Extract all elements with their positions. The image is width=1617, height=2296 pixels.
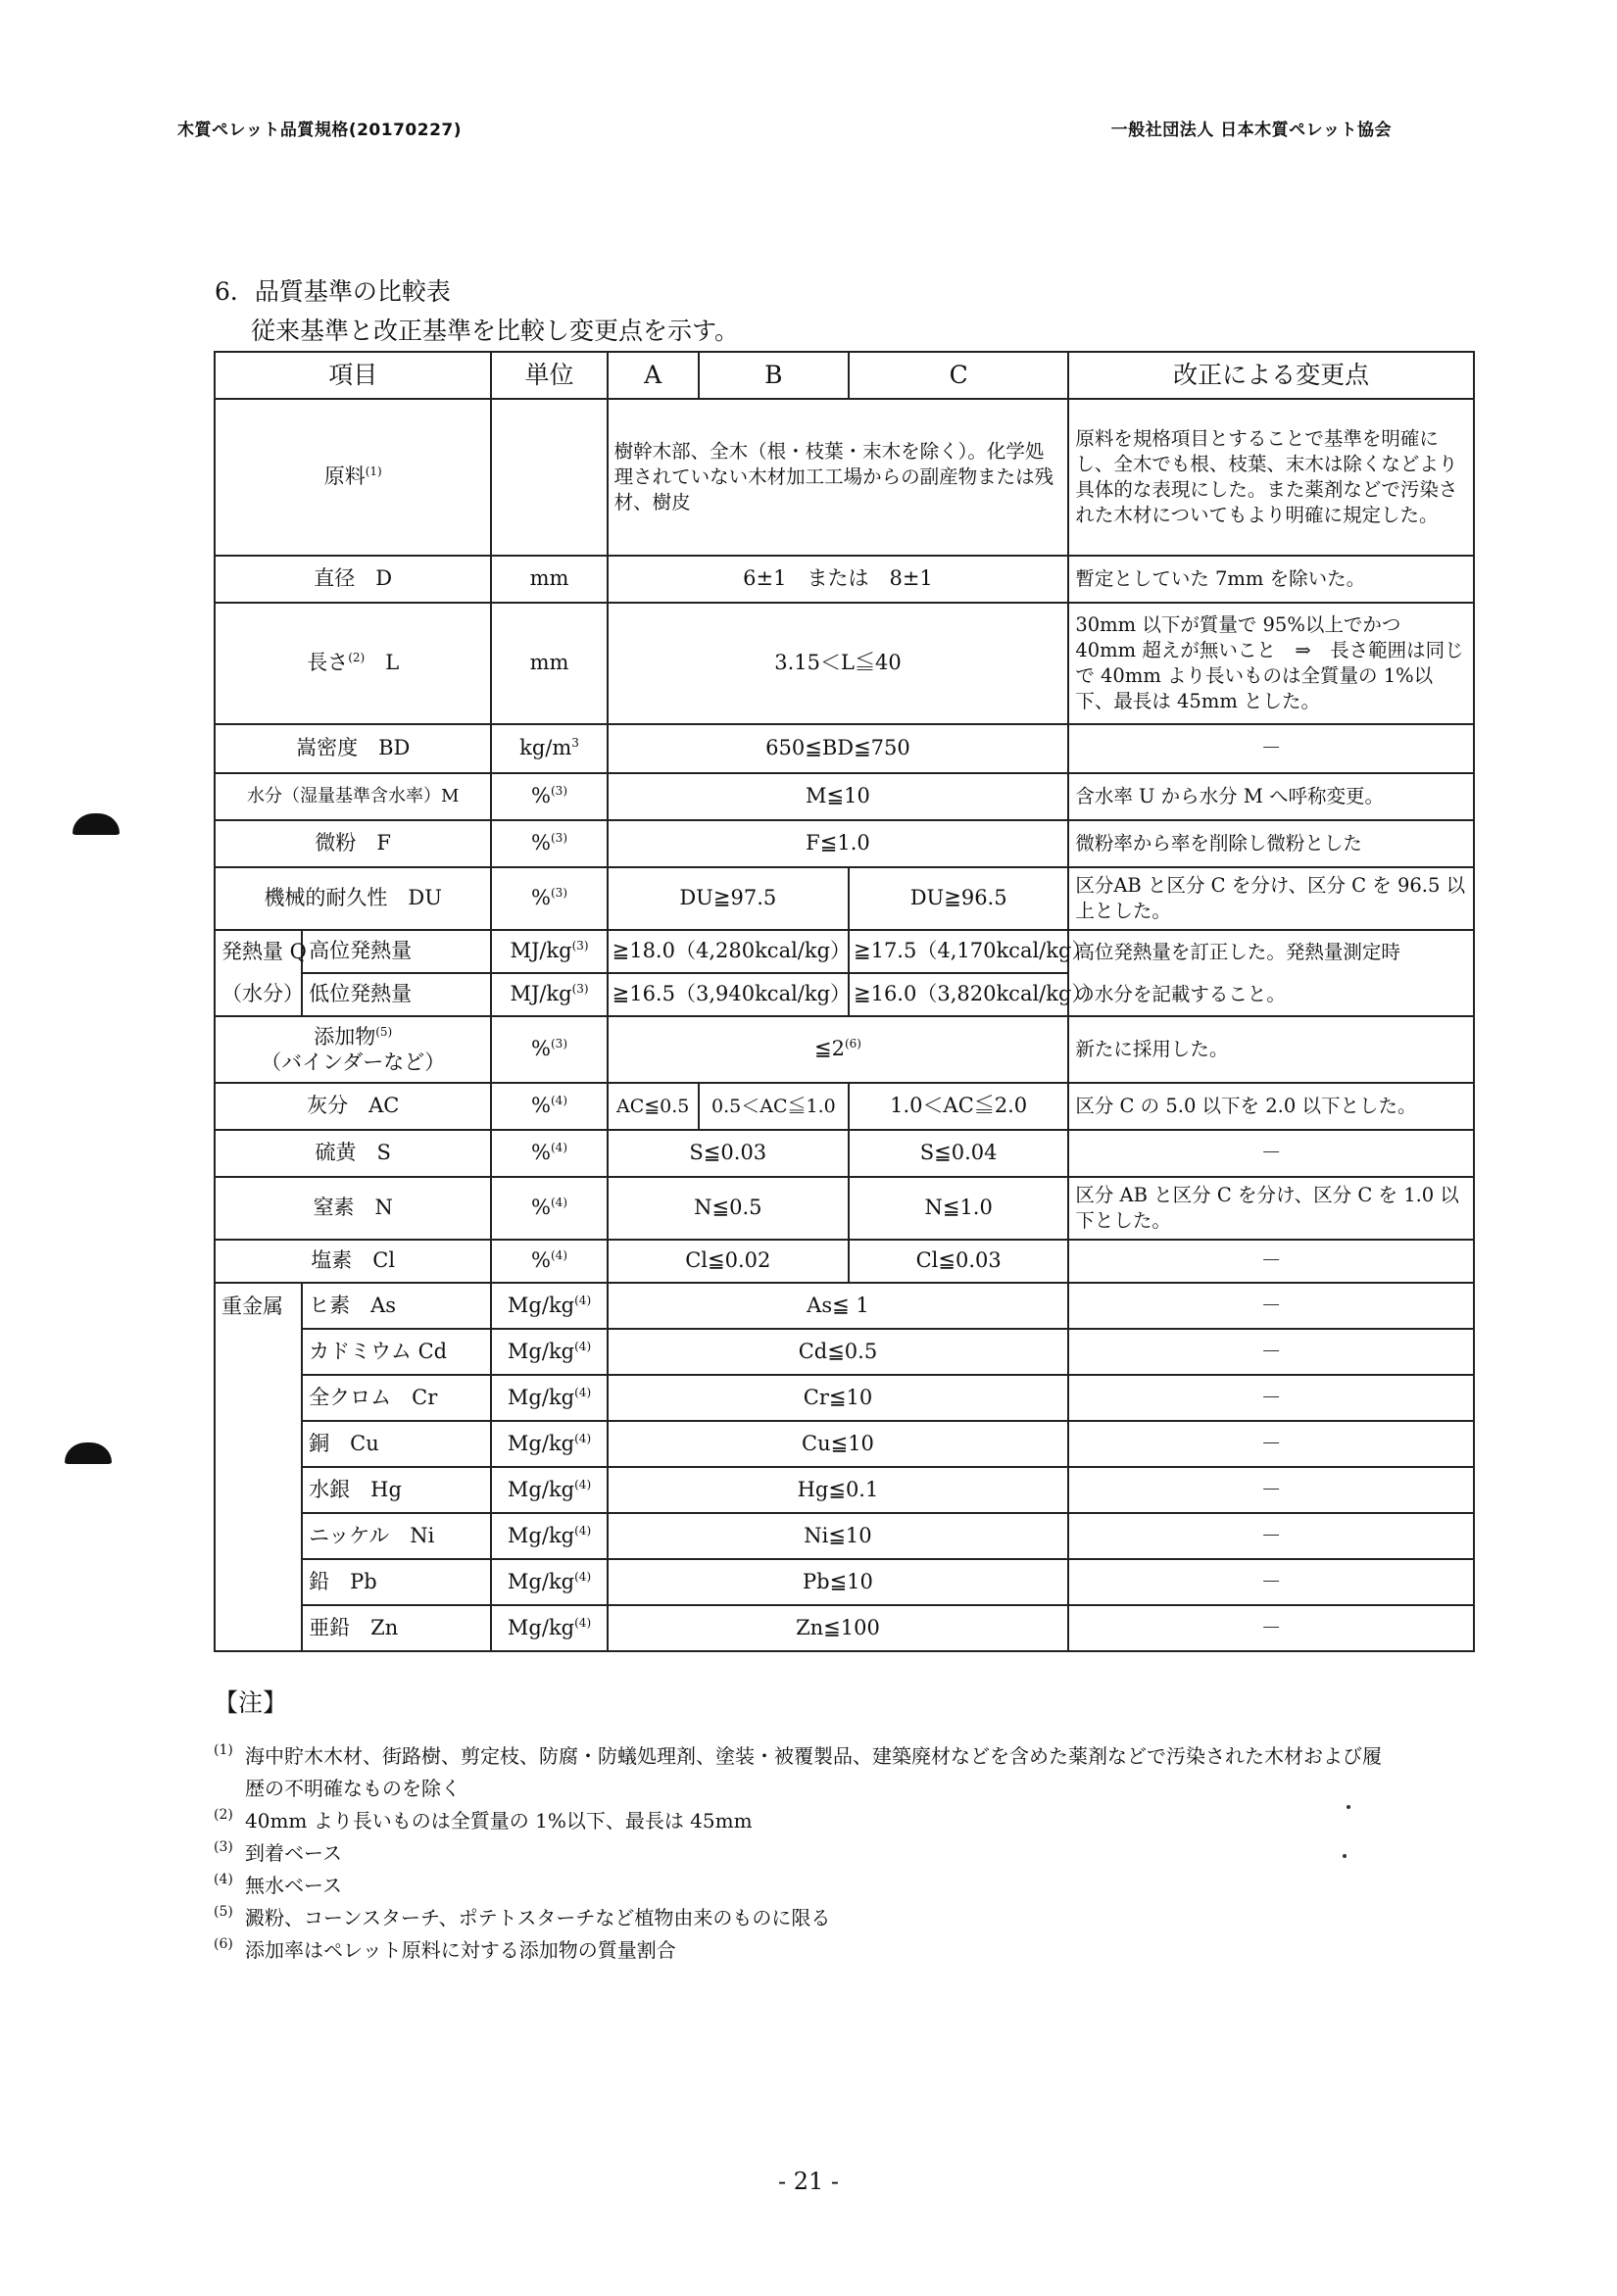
row-value-ash-c: 1.0＜AC≦2.0 xyxy=(849,1083,1068,1130)
row-change-chlorine: － xyxy=(1068,1240,1474,1283)
quality-comparison-table xyxy=(214,351,1475,1652)
row-value-additive: ≦2$^{(6)}$ xyxy=(608,1016,1069,1083)
table-row xyxy=(215,1513,1474,1559)
row-value-metal: As≦ 1 xyxy=(608,1283,1069,1329)
row-unit-durability: %$^{(3)}$ xyxy=(491,867,607,930)
row-value-sulfur-c: S≦0.04 xyxy=(849,1130,1068,1177)
row-value-durability-ab: DU≧97.5 xyxy=(608,867,849,930)
row-item-metal: 亜鉛 Zn xyxy=(302,1605,491,1651)
table-row xyxy=(215,1329,1474,1375)
row-item-sulfur: 硫黄 S xyxy=(215,1130,491,1177)
notes-list xyxy=(214,1740,1390,1967)
row-value-ash-a: AC≦0.5 xyxy=(608,1083,699,1130)
row-value-chlorine-c: Cl≦0.03 xyxy=(849,1240,1068,1283)
row-group-metals: 重金属 xyxy=(215,1283,302,1651)
row-item-length: 長さ$^{(2)}$ L xyxy=(215,603,491,724)
row-change-raw: 原料を規格項目とすることで基準を明確にし、全木でも根、枝葉、末木は除くなどより具体的な表現にした。また薬剤などで汚染された木材についてもより明確に規定した。 xyxy=(1068,399,1474,556)
row-value-metal: Cu≦10 xyxy=(608,1421,1069,1467)
table-row xyxy=(215,1559,1474,1605)
row-value-metal: Hg≦0.1 xyxy=(608,1467,1069,1513)
table-row xyxy=(215,399,1474,556)
row-item-metal: 水銀 Hg xyxy=(302,1467,491,1513)
row-item-fines: 微粉 F xyxy=(215,820,491,867)
row-item-metal: 鉛 Pb xyxy=(302,1559,491,1605)
row-item-metal: 全クロム Cr xyxy=(302,1375,491,1421)
row-change-heat-high: 高位発熱量を訂正した。発熱量測定時 xyxy=(1068,930,1474,973)
row-value-metal: Zn≦100 xyxy=(608,1605,1069,1651)
col-header-item: 項目 xyxy=(215,352,491,399)
note-item: (2) 40mm より長いものは全質量の 1%以下、最長は 45mm xyxy=(214,1807,753,1832)
row-value-fines: F≦1.0 xyxy=(608,820,1069,867)
table-row xyxy=(215,1467,1474,1513)
row-value-metal: Cr≦10 xyxy=(608,1375,1069,1421)
row-unit-additive: %$^{(3)}$ xyxy=(491,1016,607,1083)
col-header-change: 改正による変更点 xyxy=(1068,352,1474,399)
header-right: 一般社団法人 日本木質ペレット協会 xyxy=(1110,121,1392,140)
row-change-fines: 微粉率から率を削除し微粉とした xyxy=(1068,820,1474,867)
row-item-diameter: 直径 D xyxy=(215,556,491,603)
row-item-moisture: 水分（湿量基準含水率）M xyxy=(215,773,491,820)
row-value-bulk: 650≦BD≦750 xyxy=(608,724,1069,773)
table-row xyxy=(215,1177,1474,1240)
note-item: (5) 澱粉、コーンスターチ、ポテトスターチなど植物由来のものに限る xyxy=(214,1904,831,1930)
row-change-metal: － xyxy=(1068,1559,1474,1605)
table-header-row xyxy=(215,352,1474,399)
page-number: - 21 - xyxy=(777,2168,839,2195)
row-change-bulk: － xyxy=(1068,724,1474,773)
table-row xyxy=(215,1240,1474,1283)
row-item-additive: 添加物$^{(5)}$ （バインダーなど） xyxy=(215,1016,491,1083)
row-item-metal: カドミウム Cd xyxy=(302,1329,491,1375)
row-unit-metal: $Mg/kg^{(4)}$ xyxy=(491,1283,607,1329)
table-row xyxy=(215,1421,1474,1467)
row-change-metal: － xyxy=(1068,1467,1474,1513)
row-change-nitrogen: 区分 AB と区分 C を分け、区分 C を 1.0 以下とした。 xyxy=(1068,1177,1474,1240)
note-item: (4) 無水ベース xyxy=(214,1872,342,1897)
row-unit-heat-high: $MJ/kg^{(3)}$ xyxy=(491,930,607,973)
row-value-ash-b: 0.5＜AC≦1.0 xyxy=(699,1083,849,1130)
row-unit-length: mm xyxy=(491,603,607,724)
table-row xyxy=(215,773,1474,820)
row-item-metal: ヒ素 As xyxy=(302,1283,491,1329)
row-item-bulk: 嵩密度 BD xyxy=(215,724,491,773)
row-value-heat-high-c: ≧17.5（4,170kcal/kg） xyxy=(849,930,1068,973)
row-value-metal: Pb≦10 xyxy=(608,1559,1069,1605)
row-item-raw: 原料$^{(1)}$ xyxy=(215,399,491,556)
col-header-unit: 単位 xyxy=(491,352,607,399)
row-item-metal: ニッケル Ni xyxy=(302,1513,491,1559)
row-change-ash: 区分 C の 5.0 以下を 2.0 以下とした。 xyxy=(1068,1083,1474,1130)
table-row xyxy=(215,973,1474,1016)
row-group-heat: 発熱量 Q xyxy=(215,930,302,973)
table-row xyxy=(215,1016,1474,1083)
row-change-metal: － xyxy=(1068,1283,1474,1329)
row-unit-diameter: mm xyxy=(491,556,607,603)
table-row xyxy=(215,1083,1474,1130)
row-unit-sulfur: %$^{(4)}$ xyxy=(491,1130,607,1177)
row-item-durability: 機械的耐久性 DU xyxy=(215,867,491,930)
row-unit-bulk: $kg/m^3$ xyxy=(491,724,607,773)
row-group-heat-sub: （水分） xyxy=(215,973,302,1016)
row-unit-metal: $Mg/kg^{(4)}$ xyxy=(491,1559,607,1605)
row-unit-heat-low: $MJ/kg^{(3)}$ xyxy=(491,973,607,1016)
row-unit-metal: $Mg/kg^{(4)}$ xyxy=(491,1375,607,1421)
row-change-metal: － xyxy=(1068,1513,1474,1559)
section-title: 6．品質基準の比較表 xyxy=(215,277,451,306)
row-value-sulfur-ab: S≦0.03 xyxy=(608,1130,849,1177)
note-item: (6) 添加率はペレット原料に対する添加物の質量割合 xyxy=(214,1936,676,1962)
row-item-nitrogen: 窒素 N xyxy=(215,1177,491,1240)
row-change-length: 30mm 以下が質量で 95%以上でかつ 40mm 超えが無いこと ⇒ 長さ範囲は同じで 40mm より長いものは全質量の 1%以下、最長は 45mm とした。 xyxy=(1068,603,1474,724)
table-row xyxy=(215,603,1474,724)
row-change-sulfur: － xyxy=(1068,1130,1474,1177)
row-change-moisture: 含水率 U から水分 M へ呼称変更。 xyxy=(1068,773,1474,820)
row-unit-metal: $Mg/kg^{(4)}$ xyxy=(491,1467,607,1513)
row-item-heat-low: 低位発熱量 xyxy=(302,973,491,1016)
header-left: 木質ペレット品質規格(20170227) xyxy=(177,121,462,140)
table-row xyxy=(215,867,1474,930)
row-value-chlorine-ab: Cl≦0.02 xyxy=(608,1240,849,1283)
row-value-durability-c: DU≧96.5 xyxy=(849,867,1068,930)
table-row xyxy=(215,930,1474,973)
row-value-moisture: M≦10 xyxy=(608,773,1069,820)
row-value-nitrogen-c: N≦1.0 xyxy=(849,1177,1068,1240)
row-value-metal: Ni≦10 xyxy=(608,1513,1069,1559)
row-change-metal: － xyxy=(1068,1421,1474,1467)
table-row xyxy=(215,820,1474,867)
row-change-metal: － xyxy=(1068,1605,1474,1651)
row-item-heat-high: 高位発熱量 xyxy=(302,930,491,973)
row-item-ash: 灰分 AC xyxy=(215,1083,491,1130)
note-item: (1) 海中貯木木材、街路樹、剪定枝、防腐・防蟻処理剤、塗装・被覆製品、建築廃材などを含めた薬剤などで汚染された木材および履歴の不明確なものを除く xyxy=(214,1742,1382,1800)
row-value-raw: 樹幹木部、全木（根・枝葉・末木を除く）。化学処理されていない木材加工工場からの副産物または残材、樹皮 xyxy=(608,399,1069,556)
row-value-diameter: 6±1 または 8±1 xyxy=(608,556,1069,603)
row-unit-ash: %$^{(4)}$ xyxy=(491,1083,607,1130)
col-header-b: B xyxy=(699,352,849,399)
col-header-a: A xyxy=(608,352,699,399)
scan-mark xyxy=(73,813,120,835)
note-item: (3) 到着ベース xyxy=(214,1839,342,1865)
row-change-diameter: 暫定としていた 7mm を除いた。 xyxy=(1068,556,1474,603)
table-row xyxy=(215,1130,1474,1177)
row-unit-metal: $Mg/kg^{(4)}$ xyxy=(491,1421,607,1467)
table-row xyxy=(215,556,1474,603)
table-row xyxy=(215,1375,1474,1421)
row-value-metal: Cd≦0.5 xyxy=(608,1329,1069,1375)
row-change-metal: － xyxy=(1068,1375,1474,1421)
row-change-metal: － xyxy=(1068,1329,1474,1375)
row-unit-metal: $Mg/kg^{(4)}$ xyxy=(491,1605,607,1651)
row-unit-raw xyxy=(491,399,607,556)
col-header-c: C xyxy=(849,352,1068,399)
notes-title: 【注】 xyxy=(214,1688,288,1717)
table-row xyxy=(215,1605,1474,1651)
row-item-metal: 銅 Cu xyxy=(302,1421,491,1467)
row-change-additive: 新たに採用した。 xyxy=(1068,1016,1474,1083)
row-unit-fines: %$^{(3)}$ xyxy=(491,820,607,867)
row-value-nitrogen-ab: N≦0.5 xyxy=(608,1177,849,1240)
row-value-heat-low-ab: ≧16.5（3,940kcal/kg） xyxy=(608,973,849,1016)
row-value-heat-high-ab: ≧18.0（4,280kcal/kg） xyxy=(608,930,849,973)
row-unit-nitrogen: %$^{(4)}$ xyxy=(491,1177,607,1240)
row-change-heat-low: の水分を記載すること。 xyxy=(1068,973,1474,1016)
table-row xyxy=(215,724,1474,773)
row-value-length: 3.15＜L≦40 xyxy=(608,603,1069,724)
table-row xyxy=(215,1283,1474,1329)
row-value-heat-low-c: ≧16.0（3,820kcal/kg）） xyxy=(849,973,1068,1016)
row-change-durability: 区分AB と区分 C を分け、区分 C を 96.5 以上とした。 xyxy=(1068,867,1474,930)
row-item-chlorine: 塩素 Cl xyxy=(215,1240,491,1283)
row-unit-moisture: %$^{(3)}$ xyxy=(491,773,607,820)
row-unit-metal: $Mg/kg^{(4)}$ xyxy=(491,1513,607,1559)
row-unit-chlorine: %$^{(4)}$ xyxy=(491,1240,607,1283)
row-unit-metal: $Mg/kg^{(4)}$ xyxy=(491,1329,607,1375)
scan-mark xyxy=(65,1442,112,1464)
section-subtitle: 従来基準と改正基準を比較し変更点を示す。 xyxy=(251,317,740,345)
